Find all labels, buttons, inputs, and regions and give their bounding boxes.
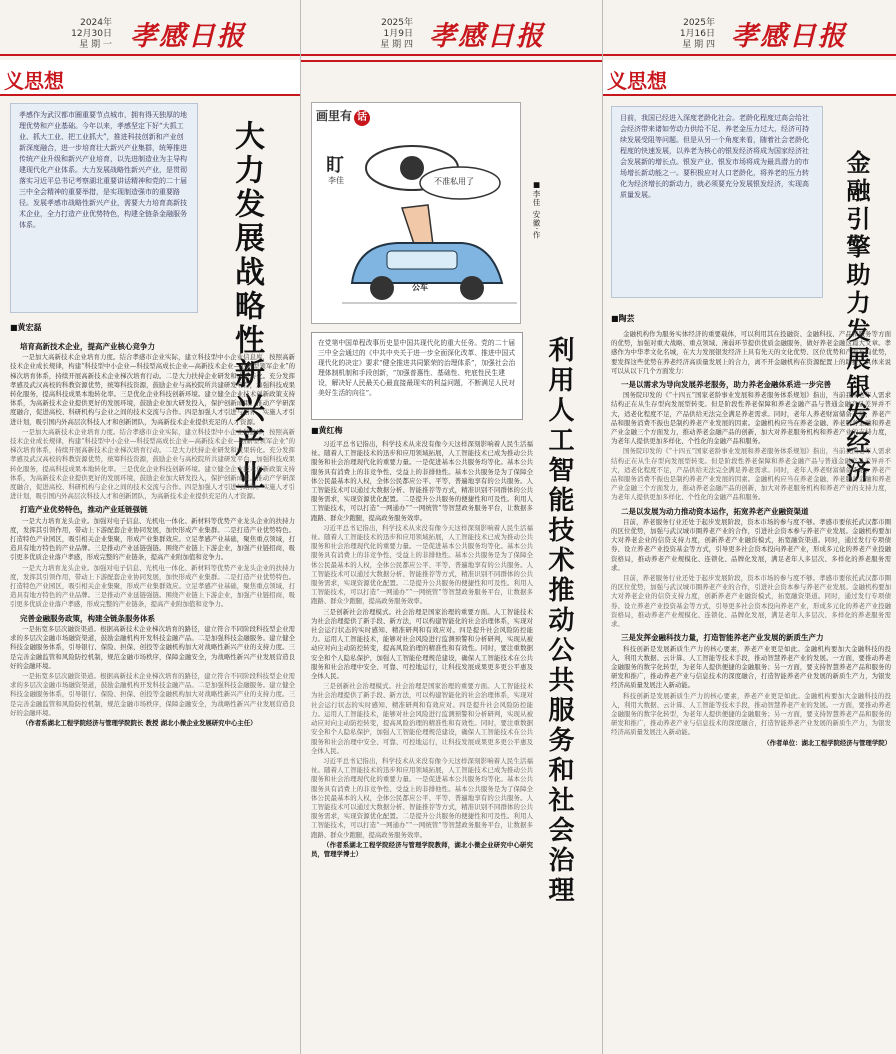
masthead-rule (301, 54, 602, 56)
paragraph: 目前，养老服务行业还处于起步发展阶段，资本市场的参与度不够。孝感市要依托武汉都市圈的区位优势，加强与武汉城市圈养老产业的合作，引进社会资本参与养老产业发展。金融机构要加大对养老企业的信贷支持力度，创新养老产业融资模式，拓宽融资渠道。同时，通过发行专项债券、设立养老产业投资基金等方式，引导更多社会资本投向养老产业，形成多元化的养老产业投融资格局，推动养老产业规模化、连锁化、品牌化发展，满足老年人多层次、多样化的养老服务需求。 (611, 517, 891, 572)
paragraph: 习近平总书记指出，科学技术从来没有像今天这样深刻影响着人民生活福祉。随着人工智能技术的迅步和应用领域拓展，人工智能技术已成为推动公共服务和社会治理现代化的重要力量。一是促进基本公共服务均等化。基本公共服务具有消费上的非竞争性、受益上的非排他性。基本公共服务是为了保障全体公民最基本的人权，全体公民都应公平、平等、普遍地享有的公共服务。人工智能技术可以通过大数据分析、智能推荐等方式，精准识别不同群体的公共服务需求，实现资源优化配置。二是提升公共服务的便捷性和可及性。利用人工智能技术，可以打造“一网通办”“一网统管”等智慧政务服务平台，让数据多跑路、群众少跑腿，提高政务服务效率。 (311, 440, 533, 522)
page-panel-2 (300, 0, 602, 1054)
paragraph: 一是拓宽多层次融资渠道。根据高新技术企业梯次培育的路径，建立符合不同阶段科技型企业需求的多层次金融市场融资渠道，鼓励金融机构开发科技金融产品。二是加强科技金融服务。建立健全科技金融服务体系，引导银行、保险、担保、创投等金融机构加大对战略性新兴产业的支持力度。三是完善金融监管和风险防控机制，规范金融市场秩序，保障金融安全，为战略性新兴产业发展营造良好的金融环境。 (10, 624, 295, 670)
article-intro: 目前，我国已经进入深度老龄化社会。老龄化程度过高会给社会经济带来诸如劳动力供给不足、养老金压力过大、经济可持续发展受阻等问题。但是从另一个角度来看，随着社会老龄化程度的快速发展，以养老为核心的银发经济将成为国家经济社会发展新的增长点。银发产业、银发市场将成为最具潜力的市场增长新动能之一。要积极应对人口老龄化，将养老的压力转化为经济增长的新动力，就必须要充分发展银发经济，实现高质量发展。 (611, 106, 823, 298)
paragraph-continued: 一是大力培育龙头企业。加强对电子信息、光机电一体化、新材料等优势产业龙头企业的扶持力度，发挥其引领作用，带动上下游配套企业协同发展，加快形成产业集群。二是打造产业优势特色。打造特色产业园区，吸引相关企业集聚，形成产业集群效应。立足孝感产业基础，聚焦重点领域，打造具有地方特色的产业品牌。三是推动产业延链强链。围绕产业链上下游企业，加强产业链招商，吸引更多优质企业落户孝感，形成完整的产业链条，提高产业附加值和竞争力。 (10, 563, 295, 609)
editorial-cartoon (311, 102, 521, 324)
page-panel-3 (602, 0, 896, 1054)
paragraph-continued: 科技创新是发展新质生产力的核心要素，养老产业更是如此。金融机构要加大金融科技的投入，利用大数据、云计算、人工智能等技术手段，推动智慧养老产业的发展。一方面，要推动养老金融服务的数字化转型，为老年人提供便捷的金融服务；另一方面，要支持智慧养老产品和服务的研发和推广，推动养老产业与信息技术的深度融合，打造智能养老产业发展的新质生产力，为银发经济高质量发展注入新动能。 (611, 691, 891, 737)
car-label: 公车 (412, 283, 428, 292)
subheading: 二是以发展为动力推动资本运作，拓宽养老产业融资渠道 (621, 506, 809, 516)
paragraph-continued: 国务院印发的《“十四五”国家老龄事业发展和养老服务体系规划》指出，当前我国老年人需求结构正在从生存型向发展型转变。但是阶段性养老保障和养老金融产品与普通金融产品差异并不大，适老化程度不足，产品供给无法完全满足养老需求。同时，老年人养老财富储备不足，养老产品和服务消费不振也是制约养老产业发展的因素。金融机构应当在养老金融、养老服务金融和养老产业金融三个方面发力，推动养老金融产品的创新，加大对养老服务机构和养老产业的支持力度，为老年人提供更加多样化、个性化的金融产品和服务。 (611, 447, 891, 502)
car-wheel-rear (460, 276, 484, 300)
newspaper-logo: 孝感日报 (731, 21, 847, 52)
paragraph: 科技创新是发展新质生产力的核心要素，养老产业更是如此。金融机构要加大金融科技的投入，利用大数据、云计算、人工智能等技术手段，推动智慧养老产业的发展。一方面，要推动养老金融服务的数字化转型，为老年人提供便捷的金融服务；另一方面，要支持智慧养老产品和服务的研发和推广，推动养老产业与信息技术的深度融合，打造智能养老产业发展的新质生产力，为银发经济高质量发展注入新动能。 (611, 644, 891, 690)
author-byline: ■陶芸 (611, 314, 635, 323)
subheading: 完善金融服务政策，构建全链条服务体系 (20, 613, 155, 623)
article-title: 金融引擎助力发展银发经济 (842, 150, 870, 486)
masthead-rule (603, 54, 896, 56)
eye-pupil (400, 156, 424, 180)
masthead-rule (0, 54, 300, 56)
cartoon-credit: ■李佳 安徽·作 (532, 180, 541, 240)
masthead-2 (301, 0, 602, 58)
article-title: 大力发展战略性新兴产业 (229, 120, 264, 494)
cartoon-header: 画里有 话 (316, 107, 370, 126)
issue-date-3: 2025年 1月16日 星 期 四 (679, 18, 715, 50)
section-label: 义思想 (607, 69, 667, 93)
paragraph: 国务院印发的《“十四五”国家老龄事业发展和养老服务体系规划》指出，当前我国老年人需求结构正在从生存型向发展型转变。但是阶段性养老保障和养老金融产品与普通金融产品差异并不大，适老化程度不足，产品供给无法完全满足养老需求。同时，老年人养老财富储备不足，养老产品和服务消费不振也是制约养老产业发展的因素。金融机构应当在养老金融、养老服务金融和养老产业金融三个方面发力，推动养老金融产品的创新，加大对养老服务机构和养老产业的支持力度，为老年人提供更加多样化、个性化的金融产品和服务。 (611, 391, 891, 446)
newspaper-logo: 孝感日报 (130, 21, 246, 52)
paragraph: 金融机构作为服务实体经济的重要载体，可以利用其在投融资、金融科技、产品和服务等方面的优势，加强对重大战略、重点领域、薄弱环节提供优质金融服务，做好养老金融这篇大文章。孝感作为中华孝文化名城，在大力发展银发经济上具有先天的文化优势、区位优势和产业布局优势，要发挥这些优势在养老经济高质量发展上的合力，离不开金融机构在资源配置上的助推，具体来说可以从以下几个方面发力： (611, 330, 891, 375)
car-window (387, 251, 457, 269)
car-wheel-front (370, 276, 394, 300)
subheading: 打造产业优势特色，推动产业延链强链 (20, 505, 148, 515)
section-label: 义思想 (4, 69, 64, 93)
subheading: 三是发挥金融科技力量，打造智能养老产业发展的新质生产力 (621, 633, 824, 643)
author-byline: ■黄红梅 (311, 426, 343, 435)
paragraph-continued: 三是创新社会治理模式。社会治理是国家治理的重要方面。人工智能技术为社会治理提供了新手段、新方法，可以构建智能化的社会治理体系，实现对社会运行状态的实时感知、精准研判和有效应对。四是提升社会风险防控能力。运用人工智能技术，能够对社会风险进行监测预警和分析研判，实现从被动应对向主动防控转变，提高风险治理的精准性和有效性。同时，要注重数据安全和个人隐私保护，加强人工智能伦理规范建设，确保人工智能技术在公共服务和社会治理中安全、可靠、可控地运行，让科技发展成果更多更公平惠及全体人民。 (311, 682, 533, 755)
article-intro: 孝感作为武汉都市圈重要节点城市，拥有得天独厚的地理优势和产业基础。今年以来，孝感坚定下好“大抓工业、抓大工业、把工业抓大”，推进科技创新和产业创新深度融合，进一步培育壮大新兴产业集群，统筹推进传统产业升级和新兴产业培育，以先进制造业为主导构建现代化产业体系。大力发展战略性新兴产业，是贯彻落实习近平总书记考察湖北重要讲话精神和党的二十届三中全会精神的重要举措，是实现制造强市的重要路径。发展孝感市战略性新兴产业，需要大力培育高新技术企业，全力打造产业优势特色，构建全链条金融服务体系。 (10, 103, 198, 313)
issue-date-1: 2024年 12月30日 星 期 一 (71, 18, 112, 50)
section-rule (301, 60, 602, 62)
article-intro: 在党第中国单程改事历史显中国共现代化的重大任务。党的二十届三中全会通过的《中共中央关于进一步全面深化改革、推进中国式现代化的决定》要求“健全推进共同繁荣的治理体系”，加强社会治理体制机制和手段创新，“加强普惠性、基础性、兜底性民生建设，解决好人民最关心最直接最现实的利益问题，不断满足人民对美好生活的向往”。 (311, 332, 523, 420)
article-body (311, 440, 533, 1045)
article-body (10, 338, 295, 1043)
page-panel-1 (0, 0, 300, 1054)
newspaper-logo: 孝感日报 (429, 21, 545, 52)
paragraph: 三是创新社会治理模式。社会治理是国家治理的重要方面。人工智能技术为社会治理提供了新手段、新方法，可以构建智能化的社会治理体系，实现对社会运行状态的实时感知、精准研判和有效应对。四是提升社会风险防控能力。运用人工智能技术，能够对社会风险进行监测预警和分析研判，实现从被动应对向主动防控转变，提高风险治理的精准性和有效性。同时，要注重数据安全和个人隐私保护，加强人工智能伦理规范建设，确保人工智能技术在公共服务和社会治理中安全、可靠、可控地运行，让科技发展成果更多更公平惠及全体人民。 (311, 607, 533, 681)
paragraph-continued: 一是加大高新技术企业培育力度。结合孝感市企业实际，建立科技型中小企业信息库，按照高新技术企业成长规律，构建“科技型中小企业—科技型高成长企业—高新技术企业—创新型领军企业”的梯次培育体系，持续开展高新技术企业梯次培育行动。二是大力扶持企业研发和成果转化。充分发挥孝感及武汉高校的科教资源优势，统筹科技资源，鼓励企业与高校院所共建研发平台，加强科技成果转化服务，提高科技成果本地转化率。三是优化企业科技创新环境。建立健全企业技术创新政策支持体系，为高新技术企业提供更好的发展环境，鼓励企业加大研发投入，保护创新成果。推动产学研深度融合，促进高校、科研机构与企业之间的技术交流与合作。四是加强人才引进与培养。实施人才引进计划，吸引国内外高层次科技人才和创新团队，为高新技术企业提供充足的人才资源。 (10, 427, 295, 501)
article-title: 利用人工智能技术推动公共服务和社会治理 (544, 336, 574, 906)
sign-text: 不准私用了 (434, 177, 474, 186)
section-banner (603, 60, 896, 96)
cartoon-header-badge: 话 (354, 110, 370, 126)
masthead-1 (0, 0, 300, 58)
article-body (611, 330, 891, 1044)
cartoon-title: 盯 (326, 155, 344, 176)
author-note: （作者单位：湖北工程学院经济与管理学院） (763, 738, 891, 747)
paragraph-continued: 目前，养老服务行业还处于起步发展阶段，资本市场的参与度不够。孝感市要依托武汉都市圈的区位优势，加强与武汉城市圈养老产业的合作，引进社会资本参与养老产业发展。金融机构要加大对养老企业的信贷支持力度，创新养老产业融资模式，拓宽融资渠道。同时，通过发行专项债券、设立养老产业投资基金等方式，引导更多社会资本投向养老产业，形成多元化的养老产业投融资格局，推动养老产业规模化、连锁化、品牌化发展，满足老年人多层次、多样化的养老服务需求。 (611, 574, 891, 629)
author-byline: ■黄宏磊 (10, 323, 42, 332)
paragraph-continued: 习近平总书记指出，科学技术从来没有像今天这样深刻影响着人民生活福祉。随着人工智能技术的迅步和应用领域拓展，人工智能技术已成为推动公共服务和社会治理现代化的重要力量。一是促进基本公共服务均等化。基本公共服务具有消费上的非竞争性、受益上的非排他性。基本公共服务是为了保障全体公民最基本的人权，全体公民都应公平、平等、普遍地享有的公共服务。人工智能技术可以通过大数据分析、智能推荐等方式，精准识别不同群体的公共服务需求，实现资源优化配置。二是提升公共服务的便捷性和可及性。利用人工智能技术，可以打造“一网通办”“一网统管”等智慧政务服务平台，让数据多跑路、群众少跑腿，提高政务服务效率。 (311, 523, 533, 606)
paragraph-continued: 一是拓宽多层次融资渠道。根据高新技术企业梯次培育的路径，建立符合不同阶段科技型企业需求的多层次金融市场融资渠道，鼓励金融机构开发科技金融产品。二是加强科技金融服务。建立健全科技金融服务体系，引导银行、保险、担保、创投等金融机构加大对战略性新兴产业的支持力度。三是完善金融监管和风险防控机制，规范金融市场秩序，保障金融安全，为战略性新兴产业发展营造良好的金融环境。 (10, 671, 295, 717)
author-note: （作者系湖北工程学院经济与管理学院院长 教授 湖北小微企业发展研究中心主任） (22, 718, 257, 727)
cartoon-signature: 李佳 (328, 176, 344, 185)
subheading: 一是以需求为导向发展养老服务，助力养老金融体系进一步完善 (621, 380, 831, 390)
paragraph-continued: 习近平总书记指出，科学技术从来没有像今天这样深刻影响着人民生活福祉。随着人工智能技术的迅步和应用领域拓展，人工智能技术已成为推动公共服务和社会治理现代化的重要力量。一是促进基本公共服务均等化。基本公共服务具有消费上的非竞争性、受益上的非排他性。基本公共服务是为了保障全体公民最基本的人权，全体公民都应公平、平等、普遍地享有的公共服务。人工智能技术可以通过大数据分析、智能推荐等方式，精准识别不同群体的公共服务需求，实现资源优化配置。二是提升公共服务的便捷性和可及性。利用人工智能技术，可以打造“一网通办”“一网统管”等智慧政务服务平台，让数据多跑路、群众少跑腿，提高政务服务效率。 (311, 756, 533, 839)
paragraph: 一是大力培育龙头企业。加强对电子信息、光机电一体化、新材料等优势产业龙头企业的扶持力度，发挥其引领作用，带动上下游配套企业协同发展，加快形成产业集群。二是打造产业优势特色。打造特色产业园区，吸引相关企业集聚，形成产业集群效应。立足孝感产业基础，聚焦重点领域，打造具有地方特色的产业品牌。三是推动产业延链强链。围绕产业链上下游企业，加强产业链招商，吸引更多优质企业落户孝感，形成完整的产业链条，提高产业附加值和竞争力。 (10, 516, 295, 562)
section-banner (0, 60, 300, 96)
masthead-3 (603, 0, 896, 58)
cartoon-drawing (342, 133, 517, 318)
paragraph: 一是加大高新技术企业培育力度。结合孝感市企业实际，建立科技型中小企业信息库，按照高新技术企业成长规律，构建“科技型中小企业—科技型高成长企业—高新技术企业—创新型领军企业”的梯次培育体系，持续开展高新技术企业梯次培育行动。二是大力扶持企业研发和成果转化。充分发挥孝感及武汉高校的科教资源优势，统筹科技资源，鼓励企业与高校院所共建研发平台，加强科技成果转化服务，提高科技成果本地转化率。三是优化企业科技创新环境。建立健全企业技术创新政策支持体系，为高新技术企业提供更好的发展环境，鼓励企业加大研发投入，保护创新成果。推动产学研深度融合，促进高校、科研机构与企业之间的技术交流与合作。四是加强人才引进与培养。实施人才引进计划，吸引国内外高层次科技人才和创新团队，为高新技术企业提供充足的人才资源。 (10, 353, 295, 426)
issue-date-2: 2025年 1月9日 星 期 四 (380, 18, 413, 50)
subheading: 培育高新技术企业，提高产业核心竞争力 (20, 342, 155, 351)
author-note: （作者系湖北工程学院经济与管理学院教师，湖北小微企业研究中心研究员，管理学博士） (311, 840, 533, 858)
